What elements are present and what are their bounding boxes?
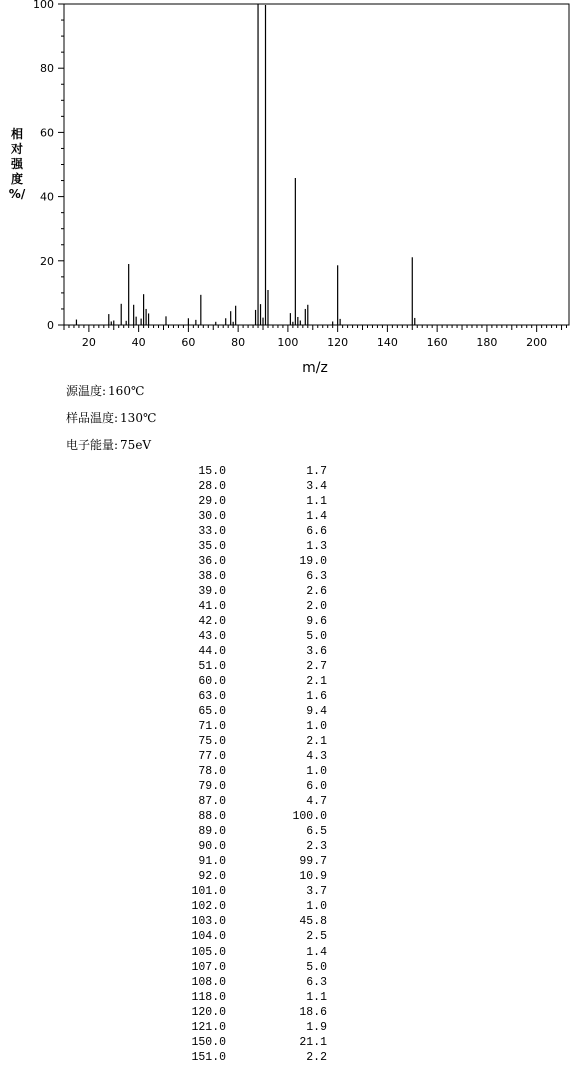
peak-row xyxy=(170,990,370,1005)
y-tick-label: 0 xyxy=(47,319,54,332)
peak-mz: 101.0 xyxy=(191,885,226,899)
peak-mz: 121.0 xyxy=(191,1020,226,1034)
peak-intensity: 3.7 xyxy=(306,885,327,899)
peak-intensity: 1.7 xyxy=(306,465,327,478)
peak-intensity: 2.0 xyxy=(306,600,327,614)
peak-intensity: 2.6 xyxy=(306,585,327,599)
peak-mz: 103.0 xyxy=(191,915,226,929)
peak-mz: 90.0 xyxy=(198,840,226,854)
spectrum-peaks xyxy=(76,4,414,325)
peak-intensity: 6.0 xyxy=(306,780,327,794)
peak-intensity: 6.6 xyxy=(306,525,327,539)
peak-mz: 42.0 xyxy=(198,615,226,629)
peak-mz: 28.0 xyxy=(198,480,226,494)
y-tick-label: 40 xyxy=(40,190,54,204)
x-tick-label: 140 xyxy=(376,336,398,349)
source-temperature xyxy=(66,384,144,398)
y-axis-label-char: 度 xyxy=(10,172,24,186)
x-tick-label: 160 xyxy=(426,336,448,349)
peak-mz: 87.0 xyxy=(198,795,226,809)
peak-row xyxy=(170,779,370,794)
peak-intensity: 10.9 xyxy=(299,870,327,884)
y-tick-label: 100 xyxy=(33,0,54,11)
peak-intensity: 6.5 xyxy=(306,825,327,839)
y-axis-label-char: 强 xyxy=(10,157,24,171)
x-axis-label: m/z xyxy=(302,360,328,376)
peak-row xyxy=(170,464,370,479)
y-tick-label: 80 xyxy=(40,62,54,76)
y-axis-label xyxy=(9,126,26,201)
peak-mz: 78.0 xyxy=(198,765,226,779)
peak-row xyxy=(170,929,370,944)
peak-intensity: 6.3 xyxy=(306,975,327,989)
source-temperature-label: 源温度: xyxy=(66,384,107,398)
peak-mz: 120.0 xyxy=(191,1005,226,1019)
peak-row xyxy=(170,599,370,614)
peak-row xyxy=(170,824,370,839)
peak-intensity: 1.3 xyxy=(306,540,327,554)
peak-mz: 104.0 xyxy=(191,930,226,944)
peak-intensity: 3.4 xyxy=(306,480,327,494)
peak-row xyxy=(170,674,370,689)
peak-row xyxy=(170,1050,370,1065)
peak-row xyxy=(170,584,370,599)
peak-intensity: 9.4 xyxy=(306,705,327,719)
peak-row xyxy=(170,719,370,734)
peak-intensity: 5.0 xyxy=(306,960,327,974)
peak-intensity: 1.0 xyxy=(306,720,327,734)
x-axis xyxy=(64,325,567,349)
peak-mz: 107.0 xyxy=(191,960,226,974)
peak-row xyxy=(170,704,370,719)
peak-intensity: 4.3 xyxy=(306,750,327,764)
peak-mz: 35.0 xyxy=(198,540,226,554)
peak-mz: 91.0 xyxy=(198,855,226,869)
peak-intensity: 1.1 xyxy=(306,990,327,1004)
peak-mz: 151.0 xyxy=(191,1050,226,1064)
peak-intensity: 100.0 xyxy=(292,810,327,824)
peak-mz: 63.0 xyxy=(198,690,226,704)
peak-intensity: 2.5 xyxy=(306,930,327,944)
peak-row xyxy=(170,554,370,569)
peak-mz: 33.0 xyxy=(198,525,226,539)
peak-mz: 89.0 xyxy=(198,825,226,839)
peak-row xyxy=(170,749,370,764)
peak-row xyxy=(170,1005,370,1020)
peak-mz: 88.0 xyxy=(198,810,226,824)
peak-mz: 108.0 xyxy=(191,975,226,989)
x-tick-label: 180 xyxy=(476,336,498,349)
y-axis xyxy=(33,0,64,332)
mass-spectrum-chart xyxy=(0,0,570,380)
y-tick-label: 60 xyxy=(40,126,54,140)
peak-intensity: 1.0 xyxy=(306,765,327,779)
peak-mz: 44.0 xyxy=(198,645,226,659)
peak-row xyxy=(170,629,370,644)
peak-mz: 29.0 xyxy=(198,495,226,509)
peak-row xyxy=(170,960,370,975)
peak-mz: 75.0 xyxy=(198,735,226,749)
peak-intensity: 5.0 xyxy=(306,630,327,644)
y-axis-label-char: 相 xyxy=(10,127,24,141)
peak-intensity: 2.1 xyxy=(306,675,327,689)
peak-row xyxy=(170,899,370,914)
peak-row xyxy=(170,524,370,539)
peak-intensity: 2.7 xyxy=(306,660,327,674)
electron-energy xyxy=(66,438,151,452)
peak-row xyxy=(170,869,370,884)
x-tick-label: 100 xyxy=(277,336,299,349)
peak-intensity: 1.0 xyxy=(306,900,327,914)
peak-intensity: 45.8 xyxy=(299,915,327,929)
peak-row xyxy=(170,1020,370,1035)
peak-row xyxy=(170,884,370,899)
peak-mz: 150.0 xyxy=(191,1035,226,1049)
peak-intensity: 2.1 xyxy=(306,735,327,749)
x-tick-label: 60 xyxy=(181,336,196,349)
peak-row xyxy=(170,809,370,824)
peak-row xyxy=(170,1035,370,1050)
peak-mz: 71.0 xyxy=(198,720,226,734)
x-tick-label: 20 xyxy=(81,336,96,349)
peak-mz: 38.0 xyxy=(198,570,226,584)
peak-intensity: 99.7 xyxy=(299,855,327,869)
peak-row xyxy=(170,494,370,509)
peak-mz: 36.0 xyxy=(198,555,226,569)
peak-mz: 92.0 xyxy=(198,870,226,884)
peak-intensity: 1.9 xyxy=(306,1020,327,1034)
peak-intensity: 18.6 xyxy=(299,1005,327,1019)
peak-row xyxy=(170,659,370,674)
peak-row xyxy=(170,764,370,779)
source-temperature-value: 160℃ xyxy=(108,384,145,398)
electron-energy-value: 75eV xyxy=(120,438,152,452)
x-tick-label: 80 xyxy=(231,336,246,349)
sample-temperature-label: 样品温度: xyxy=(66,411,119,425)
peak-mz: 102.0 xyxy=(191,900,226,914)
peak-intensity: 9.6 xyxy=(306,615,327,629)
peak-row xyxy=(170,794,370,809)
peak-row xyxy=(170,614,370,629)
peak-row xyxy=(170,479,370,494)
x-tick-label: 200 xyxy=(526,336,548,349)
electron-energy-label: 电子能量: xyxy=(66,438,119,452)
y-tick-label: 20 xyxy=(40,254,54,268)
y-axis-label-char: 对 xyxy=(10,142,24,156)
peak-intensity: 19.0 xyxy=(299,555,327,569)
peak-intensity: 1.6 xyxy=(306,690,327,704)
peak-row xyxy=(170,839,370,854)
plot-border xyxy=(64,4,569,325)
plot-frame xyxy=(64,4,569,325)
peak-mz: 43.0 xyxy=(198,630,226,644)
peak-mz: 79.0 xyxy=(198,780,226,794)
peak-row xyxy=(170,569,370,584)
peak-row xyxy=(170,539,370,554)
peak-mz: 60.0 xyxy=(198,675,226,689)
peak-mz: 77.0 xyxy=(198,750,226,764)
peak-intensity: 2.3 xyxy=(306,840,327,854)
peak-row xyxy=(170,975,370,990)
peak-intensity: 21.1 xyxy=(299,1035,327,1049)
peak-row xyxy=(170,734,370,749)
peak-mz: 65.0 xyxy=(198,705,226,719)
peak-intensity: 1.4 xyxy=(306,510,327,524)
peak-mz: 118.0 xyxy=(191,990,226,1004)
peak-mz: 51.0 xyxy=(198,660,226,674)
peak-intensity: 2.2 xyxy=(306,1050,327,1064)
peak-intensity: 6.3 xyxy=(306,570,327,584)
sample-temperature-value: 130℃ xyxy=(120,411,157,425)
peak-mz: 15.0 xyxy=(198,465,226,478)
peak-table xyxy=(170,464,370,1065)
peak-row xyxy=(170,644,370,659)
peak-mz: 30.0 xyxy=(198,510,226,524)
peak-mz: 105.0 xyxy=(191,945,226,959)
y-axis-label-char: %/ xyxy=(8,187,26,201)
peak-mz: 39.0 xyxy=(198,585,226,599)
peak-intensity: 4.7 xyxy=(306,795,327,809)
peak-row xyxy=(170,689,370,704)
peak-intensity: 1.1 xyxy=(306,495,327,509)
peak-row xyxy=(170,914,370,929)
peak-row xyxy=(170,509,370,524)
sample-temperature xyxy=(66,411,156,425)
peak-row xyxy=(170,854,370,869)
peak-intensity: 1.4 xyxy=(306,945,327,959)
peak-mz: 41.0 xyxy=(198,600,226,614)
x-tick-label: 120 xyxy=(327,336,349,349)
peak-intensity: 3.6 xyxy=(306,645,327,659)
peak-row xyxy=(170,945,370,960)
x-tick-label: 40 xyxy=(131,336,146,349)
